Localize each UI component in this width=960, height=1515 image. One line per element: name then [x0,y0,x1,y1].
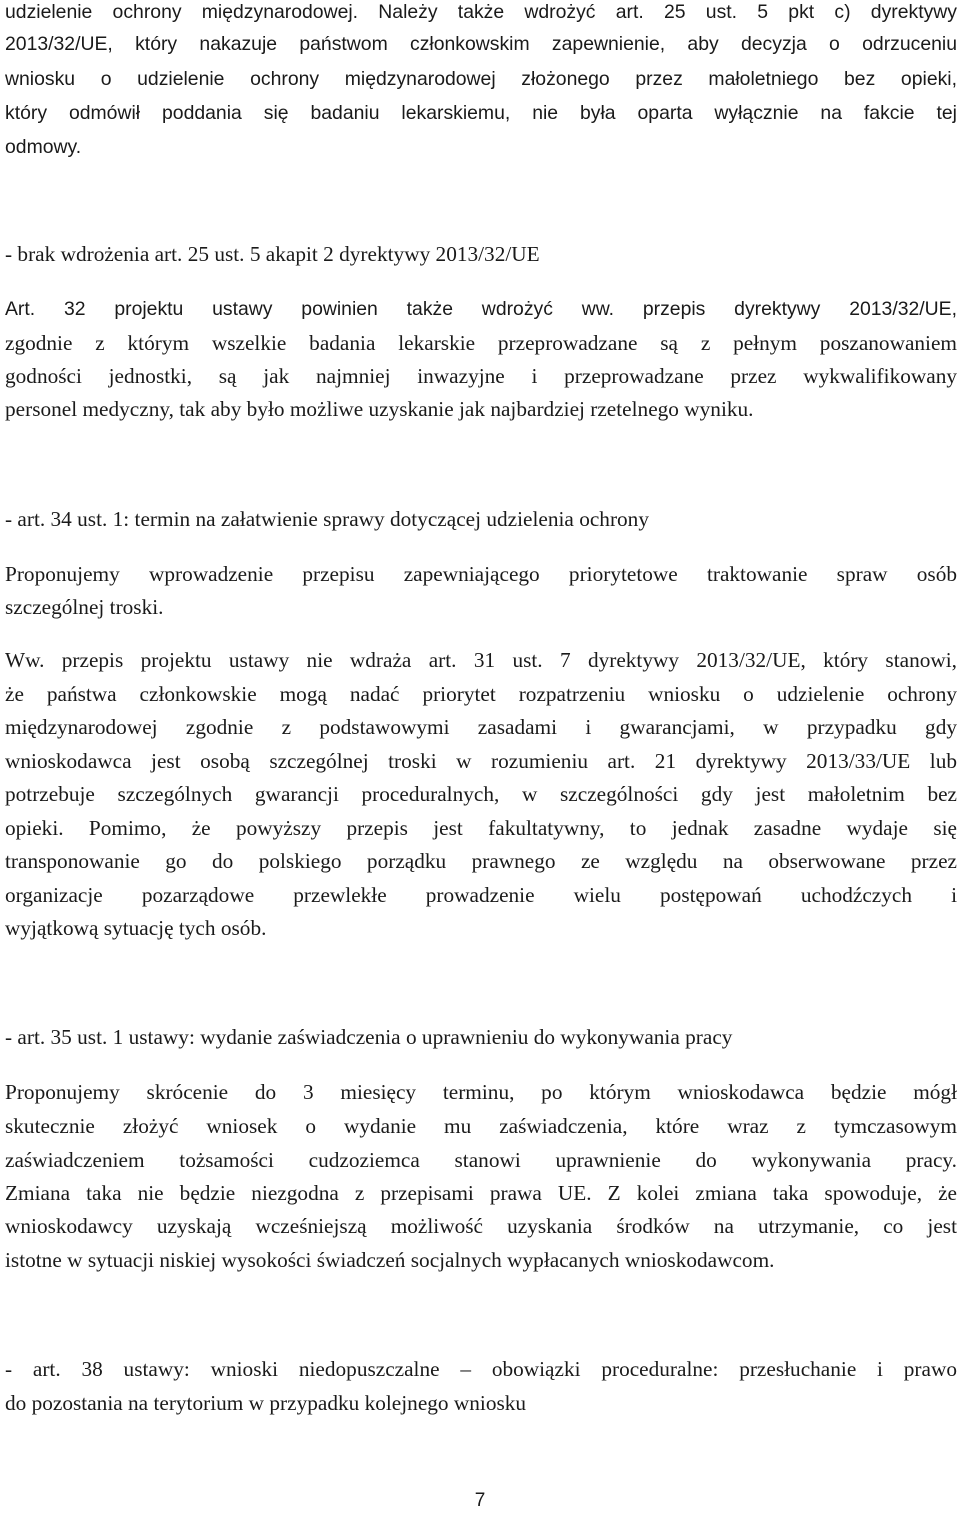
paragraph-line: Proponujemy wprowadzenie przepisu zapewniającego priorytetowe traktowanie spraw osób [5,562,957,586]
paragraph-line: który odmówił poddania się badaniu lekarskiemu, nie była oparta wyłącznie na fakcie tej [5,102,957,124]
paragraph-line: zgodnie z którym wszelkie badania lekarskie przeprowadzane są z pełnym poszanowaniem [5,331,957,355]
paragraph-line: wnioskodawca jest osobą szczególnej troski w rozumieniu art. 21 dyrektywy 2013/33/UE lub [5,749,957,773]
paragraph-line: szczególnej troski. [5,595,164,619]
section-heading: - art. 35 ust. 1 ustawy: wydanie zaświadczenia o uprawnieniu do wykonywania pracy [5,1025,733,1049]
paragraph-line: skutecznie złożyć wniosek o wydanie mu zaświadczenia, które wraz z tymczasowym [5,1114,957,1138]
section-heading: - art. 38 ustawy: wnioski niedopuszczalne – obowiązki proceduralne: przesłuchanie i prawo [5,1357,957,1381]
paragraph-line: udzielenie ochrony międzynarodowej. Należy także wdrożyć art. 25 ust. 5 pkt c) dyrektywy [5,1,957,23]
paragraph-line: międzynarodowej zgodnie z podstawowymi zasadami i gwarancjami, w przypadku gdy [5,715,957,739]
paragraph-line: Zmiana taka nie będzie niezgodna z przepisami prawa UE. Z kolei zmiana taka spowoduje, że [5,1181,957,1205]
section-heading-continuation: do pozostania na terytorium w przypadku kolejnego wniosku [5,1391,527,1415]
paragraph-line: personel medyczny, tak aby było możliwe uzyskanie jak najbardziej rzetelnego wyniku. [5,397,754,421]
page-number: 7 [474,1490,486,1511]
paragraph-line: potrzebuje szczególnych gwarancji proceduralnych, w szczególności gdy jest małoletnim bez [5,782,957,806]
paragraph-line: zaświadczeniem tożsamości cudzoziemca stanowi uprawnienie do wykonywania pracy. [5,1148,957,1172]
paragraph-line: opieki. Pomimo, że powyższy przepis jest fakultatywny, to jednak zasadne wydaje się [5,816,957,840]
paragraph-line: Proponujemy skrócenie do 3 miesięcy terminu, po którym wnioskodawca będzie mógł [5,1080,957,1104]
paragraph-line: że państwa członkowskie mogą nadać priorytet rozpatrzeniu wniosku o udzielenie ochrony [5,682,957,706]
paragraph-line: wniosku o udzielenie ochrony międzynarodowej złożonego przez małoletniego bez opieki, [5,68,957,90]
section-heading: - brak wdrożenia art. 25 ust. 5 akapit 2 dyrektywy 2013/32/UE [5,242,540,266]
paragraph-line: wnioskodawcy uzyskają wcześniejszą możliwość uzyskania środków na utrzymanie, co jest [5,1214,957,1238]
paragraph-line: odmowy. [5,136,82,158]
paragraph-line: istotne w sytuacji niskiej wysokości świadczeń socjalnych wypłacanych wnioskodawcom. [5,1248,775,1272]
paragraph-line: wyjątkową sytuację tych osób. [5,916,267,940]
section-heading: - art. 34 ust. 1: termin na załatwienie sprawy dotyczącej udzielenia ochrony [5,507,649,531]
paragraph-line: organizacje pozarządowe przewlekłe prowadzenie wielu postępowań uchodźczych i [5,883,957,907]
paragraph-line: godności jednostki, są jak najmniej inwazyjne i przeprowadzane przez wykwalifikowany [5,364,957,388]
paragraph-line: Ww. przepis projektu ustawy nie wdraża art. 31 ust. 7 dyrektywy 2013/32/UE, który stanowi, [5,648,957,672]
paragraph-line: 2013/32/UE, który nakazuje państwom członkowskim zapewnienie, aby decyzja o odrzuceniu [5,33,957,55]
paragraph-line: Art. 32 projektu ustawy powinien także wdrożyć ww. przepis dyrektywy 2013/32/UE, [5,298,957,320]
paragraph-line: transponowanie go do polskiego porządku prawnego ze względu na obserwowane przez [5,849,957,873]
